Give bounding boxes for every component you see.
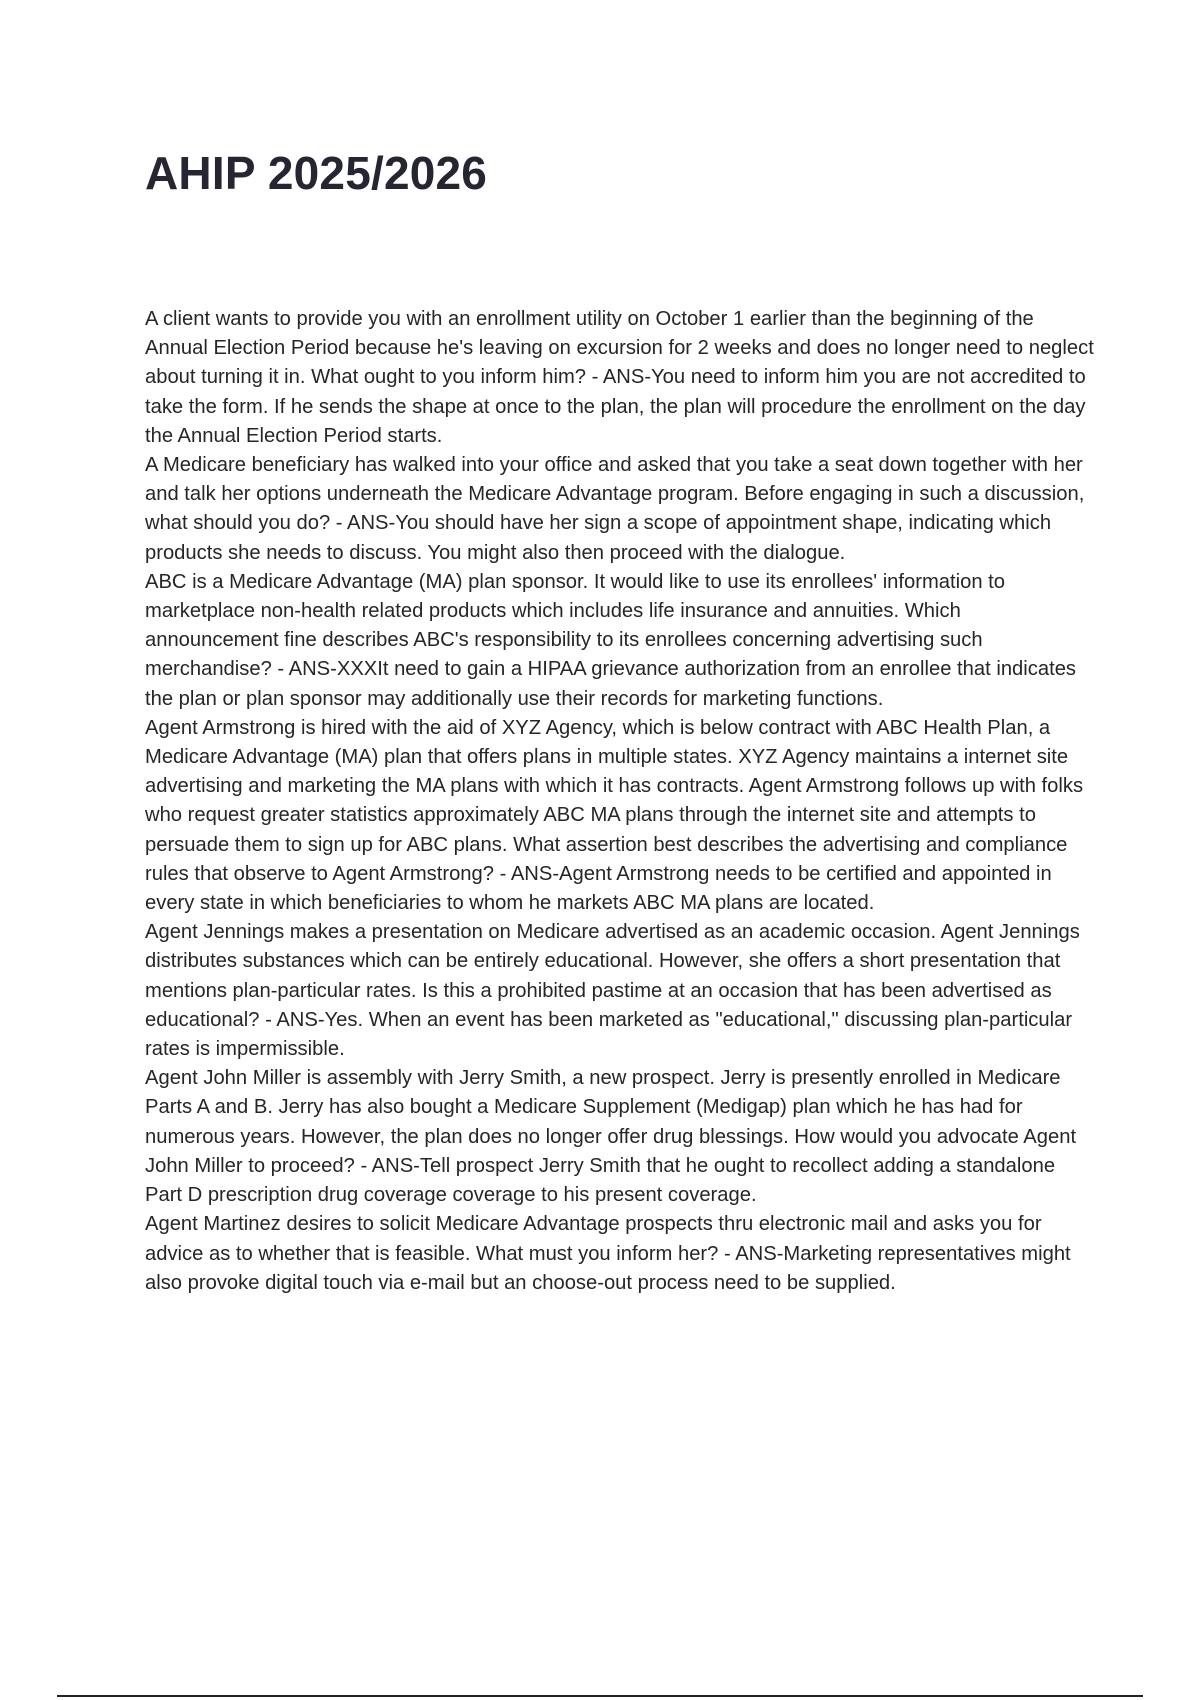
document-title: AHIP 2025/2026: [145, 147, 488, 199]
page-bottom-divider: [57, 1695, 1143, 1697]
qa-item-2: A Medicare beneficiary has walked into your office and asked that you take a seat down together with her and talk her options underneath the Medicare Advantage program. Before engaging in such a discussion, what should you do? - ANS-You should have her sign a scope of appointment shape, indicating which products she needs to discuss. You might also then proceed with the dialogue.: [145, 454, 1085, 564]
qa-list: [145, 305, 1095, 1298]
qa-item-4: Agent Armstrong is hired with the aid of XYZ Agency, which is below contract with ABC Health Plan, a Medicare Advantage (MA) plan that offers plans in multiple states. XYZ Agency maintains a internet site advertising and marketing the MA plans with which it has contracts. Agent Armstrong follows up with folks who request greater statistics approximately ABC MA plans through the internet site and attempts to persuade them to sign up for ABC plans. What assertion best describes the advertising and compliance rules that observe to Agent Armstrong? - ANS-Agent Armstrong needs to be certified and appointed in every state in which beneficiaries to whom he markets ABC MA plans are located.: [145, 716, 1084, 915]
qa-item-3: ABC is a Medicare Advantage (MA) plan sponsor. It would like to use its enrollees' information to marketplace non-health related products which includes life insurance and annuities. Which announcement fine describes ABC's responsibility to its enrollees concerning advertising such merchandise? - ANS-XXXIt need to gain a HIPAA grievance authorization from an enrollee that indicates the plan or plan sponsor may additionally use their records for marketing functions.: [145, 570, 1077, 710]
qa-item-5: Agent Jennings makes a presentation on Medicare advertised as an academic occasion. Agent Jennings distributes substances which can be entirely educational. However, she offers a short presentation that mentions plan-particular rates. Is this a prohibited pastime at an occasion that has been advertised as educational? - ANS-Yes. When an event has been marketed as "educational," discussing plan-particular rates is impermissible.: [145, 921, 1080, 1061]
qa-item-1: A client wants to provide you with an enrollment utility on October 1 earlier than the beginning of the Annual Election Period because he's leaving on excursion for 2 weeks and does no longer need to neglect about turning it in. What ought to you inform him? - ANS-You need to inform him you are not accredited to take the form. If he sends the shape at once to the plan, the plan will procedure the enrollment on the day the Annual Election Period starts.: [145, 308, 1094, 447]
qa-item-7: Agent Martinez desires to solicit Medicare Advantage prospects thru electronic mail and asks you for advice as to whether that is feasible. What must you inform her? - ANS-Marketing representatives might also provoke digital touch via e-mail but an choose-out process need to be supplied.: [145, 1213, 1071, 1294]
qa-item-6: Agent John Miller is assembly with Jerry Smith, a new prospect. Jerry is presently enrolled in Medicare Parts A and B. Jerry has also bought a Medicare Supplement (Medigap) plan which he has had for numerous years. However, the plan does no longer offer drug blessings. How would you advocate Agent John Miller to proceed? - ANS-Tell prospect Jerry Smith that he ought to recollect adding a standalone Part D prescription drug coverage coverage to his present coverage.: [145, 1067, 1077, 1207]
